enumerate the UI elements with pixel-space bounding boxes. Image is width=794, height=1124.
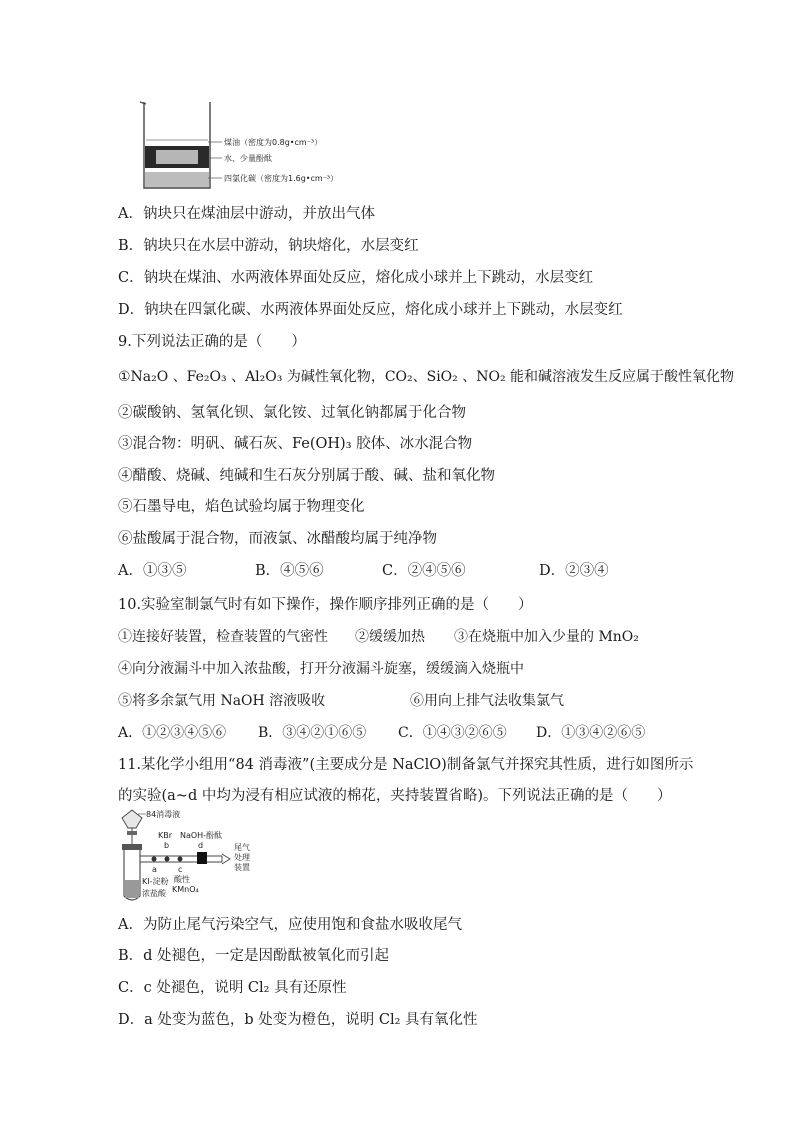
- q11-option-b: B．d 处褪色，一定是因酚酞被氧化而引起: [118, 948, 390, 964]
- q10-step-1: ①连接好装置，检查装置的气密性: [118, 629, 328, 645]
- cotton-a: [152, 857, 157, 862]
- q10-row-2: ④向分液漏斗中加入浓盐酸，打开分液漏斗旋塞，缓缓滴入烧瓶中: [118, 661, 524, 677]
- q10-step-5: ⑤将多余氯气用 NaOH 溶液吸收: [118, 693, 326, 709]
- beaker-figure: [138, 100, 368, 192]
- q10-step-3: ③在烧瓶中加入少量的 MnO₂: [454, 629, 639, 645]
- apparatus-figure: [112, 806, 282, 906]
- q8-option-d: D．钠块在四氯化碳、水两液体界面处反应，熔化成小球并上下跳动，水层变红: [118, 302, 623, 318]
- q8-option-a: A．钠块只在煤油层中游动，并放出气体: [118, 206, 375, 222]
- q10-option-b: B．③④②①⑥⑤: [258, 725, 367, 741]
- cotton-b: [165, 857, 170, 862]
- q10-step-6: ⑥用向上排气法收集氯气: [410, 693, 564, 709]
- label-d: d: [198, 841, 204, 850]
- label-ki: KI-淀粉: [142, 877, 169, 886]
- label-tail-2: 处理: [234, 853, 250, 862]
- label-kbr: KBr: [158, 831, 173, 840]
- q9-item-6: ⑥盐酸属于混合物，而液氯、冰醋酸均属于纯净物: [118, 531, 437, 547]
- q9-item-4: ④醋酸、烧碱、纯碱和生石灰分别属于酸、碱、盐和氧化物: [118, 468, 495, 484]
- label-kmno4: KMnO₄: [172, 885, 199, 894]
- ccl4-layer: [145, 172, 209, 187]
- q9-item-3: ③混合物：明矾、碱石灰、Fe(OH)₃ 胶体、冰水混合物: [118, 436, 473, 452]
- q11-stem-2: 的实验(a~d 中均为浸有相应试液的棉花，夹持装置省略)。下列说法正确的是（ ）: [118, 788, 672, 804]
- label-hcl: 浓盐酸: [142, 889, 166, 898]
- label-b: b: [164, 841, 170, 850]
- label-water: 水、少量酚酞: [224, 154, 272, 163]
- q9-stem: 9.下列说法正确的是（ ）: [118, 334, 306, 350]
- q9-item-5: ⑤石墨导电，焰色试验均属于物理变化: [118, 499, 365, 515]
- q11-stem-1: 11.某化学小组用“84 消毒液”(主要成分是 NaClO)制备氯气并探究其性质，进行如图所示: [118, 757, 694, 773]
- q11-option-d: D．a 处变为蓝色，b 处变为橙色，说明 Cl₂ 具有氧化性: [118, 1012, 478, 1028]
- cotton-c: [178, 857, 183, 862]
- q8-option-b: B．钠块只在水层中游动，钠块熔化，水层变红: [118, 238, 419, 254]
- label-acid: 酸性: [174, 875, 190, 884]
- q10-option-c: C．①④③②⑥⑤: [398, 725, 507, 741]
- q10-stem: 10.实验室制氯气时有如下操作，操作顺序排列正确的是（ ）: [118, 597, 533, 613]
- q10-step-2: ②缓缓加热: [355, 629, 425, 645]
- q10-option-a: A．①②③④⑤⑥: [118, 725, 227, 741]
- label-a: a: [152, 865, 157, 874]
- cotton-d: [197, 852, 207, 864]
- label-c: c: [178, 865, 183, 874]
- q9-option-a: A．①③⑤: [118, 563, 187, 579]
- q9-option-b: B．④⑤⑥: [255, 563, 324, 579]
- label-naoh: NaOH-酚酞: [180, 831, 223, 840]
- q8-option-c: C．钠块在煤油、水两液体界面处反应，熔化成小球并上下跳动，水层变红: [118, 270, 594, 286]
- label-kerosene: 煤油（密度为0.8g•cm⁻³）: [224, 138, 323, 147]
- label-ccl4: 四氯化碳（密度为1.6g•cm⁻³）: [224, 174, 339, 183]
- q11-option-a: A．为防止尾气污染空气，应使用饱和食盐水吸收尾气: [118, 917, 462, 933]
- label-tail-3: 装置: [234, 863, 250, 872]
- label-tail-1: 尾气: [234, 843, 250, 852]
- q10-option-d: D．①③④②⑥⑤: [536, 725, 646, 741]
- q9-item-1: ①Na₂O 、Fe₂O₃ 、Al₂O₃ 为碱性氧化物，CO₂、SiO₂ 、NO₂ 能和碱溶液发生反应属于酸性氧化物: [118, 369, 735, 385]
- q11-option-c: C．c 处褪色，说明 Cl₂ 具有还原性: [118, 980, 347, 996]
- label-84: 84消毒液: [146, 810, 181, 819]
- q9-item-2: ②碳酸钠、氢氧化钡、氯化铵、过氧化钠都属于化合物: [118, 405, 466, 421]
- q9-option-d: D．②③④: [539, 563, 609, 579]
- q9-option-c: C．②④⑤⑥: [382, 563, 466, 579]
- funnel-icon: [122, 810, 142, 828]
